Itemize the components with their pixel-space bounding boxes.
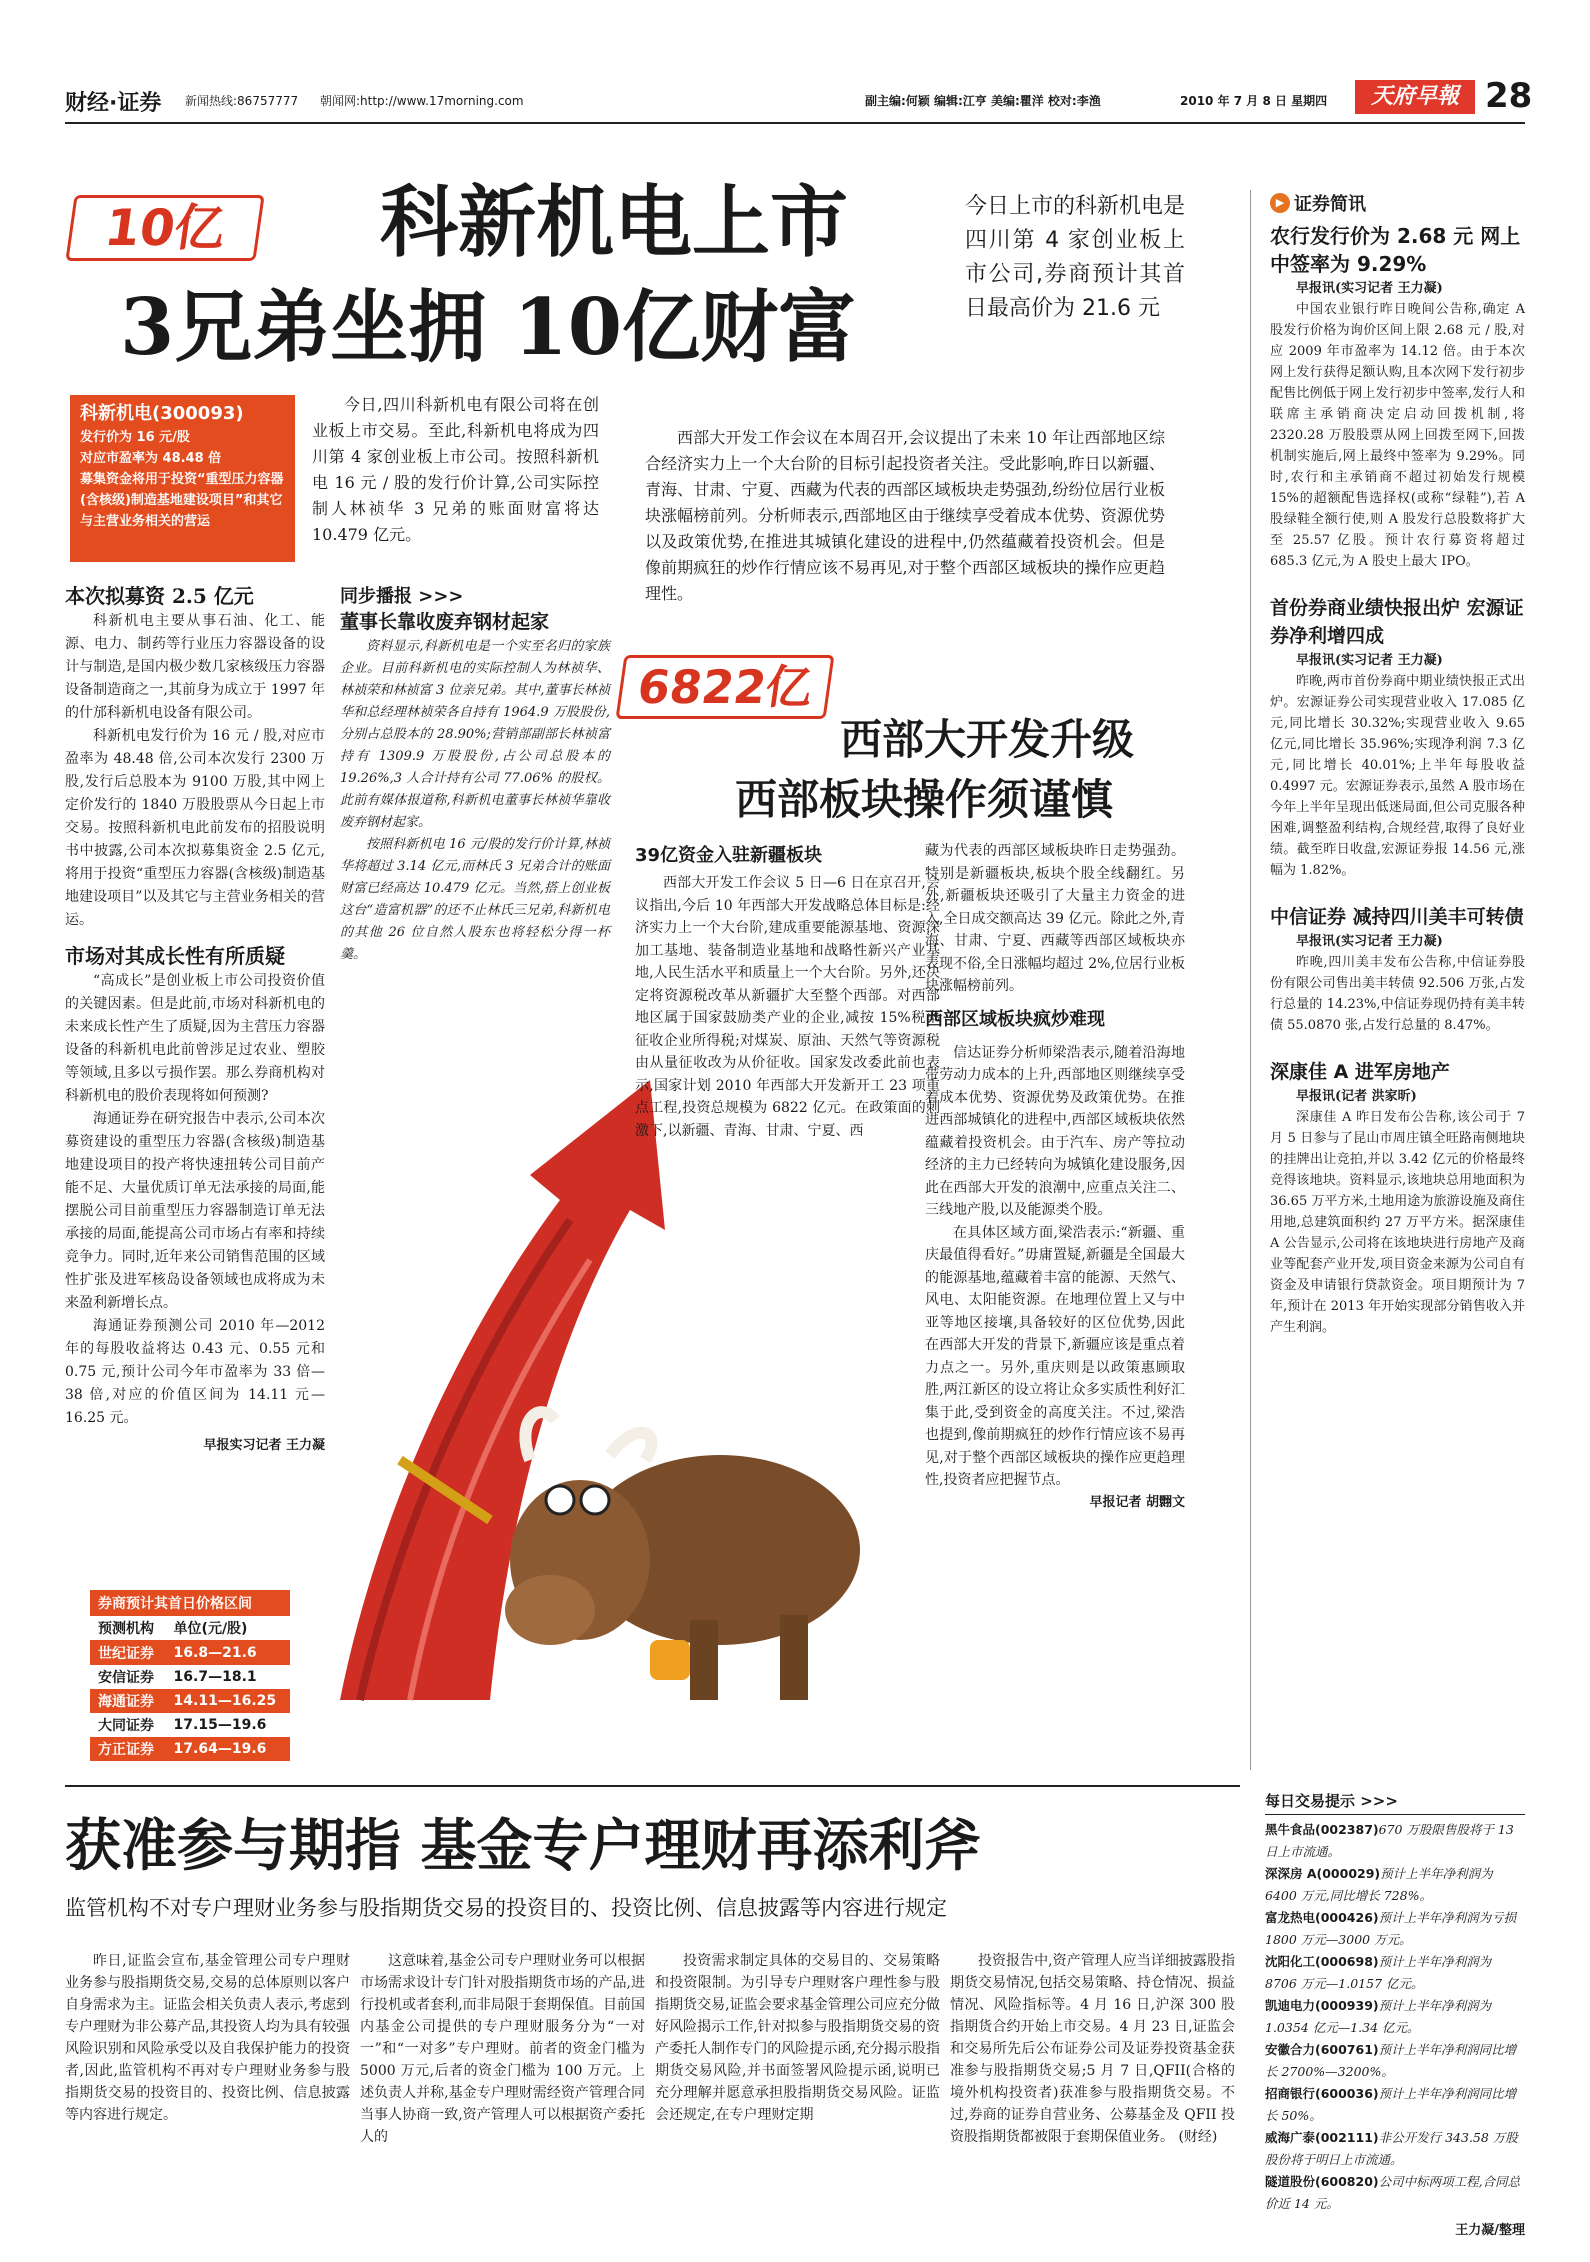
paragraph: 科新机电发行价为 16 元 / 股,对应市盈率为 48.48 倍,公司本次发行 2300 万股,发行后总股本为 9100 万股,其中网上定价发行的 1840 万股股票从今日起上市交易。按照科新机电此前发布的招股说明书中披露,公司本次拟募集资金 2.5 亿元,将用于投资“重型压力容器(含核级)制造基地建设项目”以及其它与主营业务相关的营运。 (65, 728, 325, 928)
sync-headline: 董事长靠收废弃钢材起家 (340, 611, 550, 633)
infobox-line: 对应市盈率为 48.48 倍 (80, 451, 222, 466)
cell: 16.8—21.6 (173, 1645, 257, 1661)
list-item (1265, 1995, 1525, 2039)
brief-item (1270, 903, 1525, 1036)
brief-body (1270, 1086, 1525, 1338)
paragraph: 海通证券预测公司 2010 年—2012 年的每股收益将达 0.43 元、0.55 元和 0.75 元,预计公司今年市盈率为 33 倍—38 倍,对应的价值区间为 14.11 元—16.25 元。 (65, 1318, 325, 1426)
table-row (90, 1665, 290, 1689)
paragraph: 信达证券分析师梁浩表示,随着沿海地带劳动力成本的上升,西部地区则继续享受着成本优势、资源优势及政策优势。在推进西部城镇化的进程中,西部区域板块依然蕴藏着投资机会。由于汽车、房产等拉动经济的主力已经转向为城镇化建设服务,因此在西部大开发的浪潮中,应重点关注二、三线地产股,以及能源类个股。 (925, 1044, 1185, 1218)
paragraph: 西部大开发工作会议 5 日—6 日在京召开,会议指出,今后 10 年西部大开发战略总体目标是:经济实力上一个大台阶,建成重要能源基地、资源深加工基地、装备制造业基地和战略性新兴产业基地,人民生活水平和质量上一个大台阶。另外,还决定将资源税改革从新疆扩大至整个西部。对西部地区属于国家鼓励类产业的企业,减按 15%税率征收企业所得税;对煤炭、原油、天然气等资源税由从量征收改为从价征收。国家发改委此前也表示,国家计划 2010 年西部大开发新开工 23 项重点工程,投资总规模为 6822 亿元。在政策面的刺激下,以新疆、青海、甘肃、宁夏、西 (635, 875, 940, 1139)
lead-sub2-body (65, 970, 325, 1430)
sync-label: 同步播报 >>> (340, 586, 464, 607)
hotline: 新闻热线:86757777 (185, 94, 299, 108)
cell: 海通证券 (98, 1694, 154, 1710)
table-row (90, 1689, 290, 1713)
infobox-title: 科新机电(300093) (80, 403, 244, 424)
brief-body (1270, 650, 1525, 881)
paragraph: 资料显示,科新机电是一个实至名归的家族企业。目前科新机电的实际控制人为林祯华、林祯荣和林祯富 3 位亲兄弟。其中,董事长林祯华和总经理林祯荣各自持有 1964.9 万股股份,分别占总股本的 28.90%;营销部副部长林祯富持有 1309.9 万股股份,占公司总股本的 19.26%,3 人合计持有公司 77.06% 的股权。此前有媒体报道称,科新机电董事长林祯华靠收废弃钢材起家。 (340, 639, 610, 830)
lead-headline-1: 科新机电上市 (380, 177, 849, 268)
brief-text: 昨晚,两市首份券商中期业绩快报正式出炉。宏源证券公司实现营业收入 17.085 亿元,同比增长 30.32%;实现营业收入 9.65 亿元,同比增长 35.96%;实现净利润 7.3 亿元,同比增长 40.01%;上半年每股收益 0.4997 元。宏源证券表示,虽然 A 股市场在今年上半年呈现出低迷局面,但公司克服各种困难,调整盈利结构,合规经营,取得了良好业绩。截至昨日收盘,宏源证券报 14.56 元,涨幅为 1.82%。 (1270, 674, 1525, 878)
west-col-1-body (635, 872, 940, 1142)
daily-title: 每日交易提示 >>> (1265, 1790, 1525, 1815)
table-header (90, 1616, 290, 1641)
lead-col-1 (65, 582, 325, 1453)
tip-text: 670 万股限售股将于 13 日上市流通。 (1265, 1822, 1514, 1859)
cell: 方正证券 (98, 1742, 154, 1758)
west-col-2 (925, 840, 1185, 1514)
brief-item (1270, 594, 1525, 881)
lead-byline: 早报实习记者 王力凝 (203, 1438, 325, 1453)
lead-sub-2: 市场对其成长性有所质疑 (65, 944, 285, 968)
paragraph: 在具体区域方面,梁浩表示:“新疆、重庆最值得看好。”毋庸置疑,新疆是全国最大的能源基地,蕴藏着丰富的能源、天然气、风电、太阳能资源。在地理位置上又与中亚等地区接壤,具备较好的区位优势,因此在西部大开发的背景下,新疆应该是重点着力点之一。另外,重庆则是以政策惠顾取胜,两江新区的设立将让众多实质性利好汇集于此,受到资金的高度关注。不过,梁浩也提到,像前期疯狂的炒作行情应该不易再见,对于整个西部区域板块的操作应更趋理性,投资者应把握节点。 (925, 1224, 1185, 1488)
lead-intro (312, 392, 599, 548)
bottom-deck: 监管机构不对专户理财业务参与股指期货交易的投资目的、投资比例、信息披露等内容进行规定 (65, 1896, 947, 1920)
west-sub-1: 39亿资金入驻新疆板块 (635, 845, 823, 866)
infobox-line: 发行价为 16 元/股 (80, 430, 190, 445)
west-col-1 (635, 842, 940, 870)
lead-sub1-body (65, 610, 325, 932)
paragraph: “高成长”是创业板上市公司投资价值的关键因素。但是此前,市场对科新机电的未来成长性产生了质疑,因为主营压力容器设备的科新机电此前曾涉足过农业、塑胶等领域,且多以亏损作罢。那么券商机构对科新机电的股价表现将如何预测? (65, 973, 325, 1104)
paper-logo: 天府早報 (1355, 80, 1475, 114)
paragraph: 海通证券在研究报告中表示,公司本次募资建设的重型压力容器(含核级)制造基地建设项目的投产将快速扭转公司目前产能不足、大量优质订单无法承接的局面,能摆脱公司目前重型压力容器制造订单无法承接的局面,能提高公司市场占有率和持续竞争力。同时,近年来公司销售范围的区域性扩张及进军核岛设备领域也成将成为未来盈利新增长点。 (65, 1111, 325, 1311)
play-icon: ▶ (1270, 193, 1290, 213)
brief-headline: 中信证券 减持四川美丰可转债 (1270, 906, 1524, 928)
infobox-line: 募集资金将用于投资“重型压力容器(含核级)制造基地建设项目”和其它与主营业务相关的营运 (80, 472, 284, 529)
list-item (1265, 1907, 1525, 1951)
editors: 副主编:何颖 编辑:江亨 美编:瞿洋 校对:李渔 (865, 94, 1101, 108)
tip-text: 预计上半年净利润同比增长 50%。 (1265, 2086, 1517, 2123)
west-headline-2: 西部板块操作须谨慎 (735, 775, 1114, 824)
brief-byline: 早报讯(实习记者 王力凝) (1296, 653, 1443, 668)
cell: 14.11—16.25 (173, 1693, 277, 1709)
brief-body (1270, 278, 1525, 572)
paragraph: 投资报告中,资产管理人应当详细披露股指期货交易情况,包括交易策略、持仓情况、损益情况、风险指标等。4 月 16 日,沪深 300 股指期货合约开始上市交易。4 月 23 日,证监会和交易所先后公布证券公司及证券投资基金获准参与股指期货交易;5 月 7 日,QFII(合格的境外机构投资者)获准参与股指期货交易。不过,券商的证券自营业务、公募基金及 QFII 投资股指期货都被限于套期保值业务。 (财经) (950, 1953, 1235, 2145)
bottom-rule (65, 1785, 1240, 1787)
brief-headline: 深康佳 A 进军房地产 (1270, 1061, 1450, 1083)
list-item (1265, 2039, 1525, 2083)
table-row (90, 1737, 290, 1761)
list-item (1265, 2083, 1525, 2127)
west-byline: 早报记者 胡翾文 (1089, 1494, 1185, 1510)
bottom-col-1 (65, 1950, 350, 2126)
cell: 世纪证券 (98, 1646, 154, 1662)
page-number: 28 (1485, 76, 1533, 116)
tip-text: 非公开发行 343.58 万股股份将于明日上市流通。 (1265, 2130, 1518, 2167)
column-divider (1250, 190, 1251, 1770)
paragraph: 科新机电主要从事石油、化工、能源、电力、制药等行业压力容器设备的设计与制造,是国内极少数几家核级压力容器设备制造商之一,其前身为成立于 1997 年的什邡科新机电设备有限公司。 (65, 613, 325, 721)
briefs-column (1270, 190, 1525, 1338)
paragraph: 投资需求制定具体的交易目的、交易策略和投资限制。为引导专户理财客户理性参与股指期货交易,证监会要求基金管理公司应充分做好风险揭示工作,针对拟参与股指期货交易的资产委托人制作专门的风险提示函,充分揭示股指期货交易风险,并书面签署风险提示函,说明已充分理解并愿意承担股指期货交易风险。证监会还规定,在专户理财定期 (655, 1953, 940, 2123)
pred-title: 券商预计其首日价格区间 (90, 1590, 290, 1616)
tip-text: 预计上半年净利润为 8706 万元—1.0157 亿元。 (1265, 1954, 1492, 1991)
page-header (65, 76, 1533, 120)
west-sub-2: 西部区域板块疯炒难现 (925, 1008, 1105, 1030)
brief-text: 昨晚,四川美丰发布公告称,中信证券股份有限公司售出美丰转债 92.506 万张,占发行总量的 14.23%,中信证券现仍持有美丰转债 55.0870 张,占发行总量的 8.47%。 (1270, 955, 1525, 1033)
lead-tag: 10亿 (65, 195, 264, 261)
stock-name: 隧道股份(600820) (1265, 2174, 1379, 2189)
issue-date: 2010 年 7 月 8 日 星期四 (1180, 94, 1328, 108)
stock-name: 沈阳化工(000698) (1265, 1954, 1379, 1969)
tip-text: 预计上半年净利润为 1.0354 亿元—1.34 亿元。 (1265, 1998, 1492, 2035)
list-item (1265, 2127, 1525, 2171)
lead-deck: 今日上市的科新机电是四川第 4 家创业板上市公司,券商预计其首日最高价为 21.6 元 (965, 194, 1186, 321)
tip-text: 预计上半年净利润同比增长 2700%—3200%。 (1265, 2042, 1517, 2079)
daily-list (1265, 1819, 1525, 2215)
bottom-col-4 (950, 1950, 1235, 2148)
stock-name: 威海广泰(002111) (1265, 2130, 1379, 2145)
paragraph: 昨日,证监会宣布,基金管理公司专户理财业务参与股指期货交易,交易的总体原则以客户自身需求为主。证监会相关负责人表示,考虑到专户理财为非公募产品,其投资人均为具有较强风险识别和风险承受以及自我保护能力的投资者,因此,监管机构不再对专户理财业务参与股指期货交易的投资目的、投资比例、信息披露等内容进行规定。 (65, 1953, 350, 2123)
pred-grid (90, 1616, 290, 1761)
website: 朝闻网:http://www.17morning.com (320, 94, 524, 108)
tip-text: 预计上半年净利润为 6400 万元,同比增长 728%。 (1265, 1866, 1493, 1903)
brief-item (1270, 1058, 1525, 1338)
stock-name: 招商银行(600036) (1265, 2086, 1379, 2101)
header-rule (65, 122, 1525, 124)
daily-tips (1265, 1790, 1525, 2238)
bottom-col-2 (360, 1950, 645, 2148)
west-headline-1: 西部大开发升级 (840, 715, 1135, 764)
bottom-headline: 获准参与期指 基金专户理财再添利斧 (65, 1813, 981, 1879)
west-tag: 6822亿 (616, 655, 835, 719)
column-header: 单位(元/股) (173, 1621, 248, 1637)
table-row (90, 1713, 290, 1737)
cell: 16.7—18.1 (173, 1669, 257, 1685)
brief-byline: 早报讯(实习记者 王力凝) (1296, 281, 1443, 296)
brief-byline: 早报讯(实习记者 王力凝) (1296, 934, 1443, 949)
tip-text: 公司中标两项工程,合同总价近 14 元。 (1265, 2174, 1521, 2211)
list-item (1265, 1863, 1525, 1907)
bottom-col-3 (655, 1950, 940, 2126)
cell: 17.64—19.6 (173, 1741, 267, 1757)
cell: 安信证券 (98, 1670, 154, 1686)
list-item (1265, 2171, 1525, 2215)
stock-name: 深深房 A(000029) (1265, 1866, 1381, 1881)
brief-item (1270, 222, 1525, 572)
list-item (1265, 1819, 1525, 1863)
stock-infobox (70, 395, 295, 562)
paragraph: 藏为代表的西部区域板块昨日走势强劲。特别是新疆板块,板块个股全线翻红。另外,新疆板块还吸引了大量主力资金的进入,全日成交额高达 39 亿元。除此之外,青海、甘肃、宁夏、西藏等西部区域板块亦表现不俗,全日涨幅均超过 2%,位居行业板块涨幅榜前列。 (925, 843, 1185, 994)
list-item (1265, 1951, 1525, 1995)
west-intro-text: 西部大开发工作会议在本周召开,会议提出了未来 10 年让西部地区综合经济实力上一个大台阶的目标引起投资者关注。受此影响,昨日以新疆、青海、甘肃、宁夏、西藏为代表的西部区域板块走势强劲,纷纷位居行业板块涨幅榜前列。分析师表示,西部地区由于继续享受着成本优势、资源优势以及政策优势,在推进其城镇化建设的进程中,仍然蕴藏着投资机会。但是像前期疯狂的炒作行情应该不易再见,对于整个西部区域板块的操作应更趋理性。 (645, 428, 1165, 603)
briefs-header (1270, 190, 1525, 216)
brief-headline: 首份券商业绩快报出炉 宏源证券净利增四成 (1270, 597, 1524, 647)
paragraph: 按照科新机电 16 元/股的发行价计算,林祯华将超过 3.14 亿元,而林氏 3 兄弟合计的账面财富已经高达 10.479 亿元。当然,搭上创业板这台“造富机器”的还不止林氏三兄弟,科新机电的其他 26 位自然人股东也将轻松分得一杯羹。 (340, 837, 610, 962)
brief-text: 深康佳 A 昨日发布公告称,该公司于 7 月 5 日参与了昆山市周庄镇全旺路南侧地块的挂牌出让竞拍,并以 3.42 亿元的价格最终竞得该地块。资料显示,该地块总用地面积为 36.65 万平方米,土地用途为旅游设施及商住用地,总建筑面积约 27 万平方米。据深康佳 A 公告显示,公司将在该地块进行房地产及商业等配套产业开发,项目资金来源为公司自有资金及申请银行贷款资金。项目期预计为 7 年,预计在 2013 年开始实现部分销售收入并产生利润。 (1270, 1110, 1525, 1335)
cell: 17.15—19.6 (173, 1717, 267, 1733)
lead-headline-2: 3兄弟坐拥 10亿财富 (120, 282, 856, 373)
table-row (90, 1641, 290, 1666)
stock-name: 凯迪电力(000939) (1265, 1998, 1379, 2013)
brief-byline: 早报讯(记者 洪家昕) (1296, 1089, 1417, 1104)
brief-text: 中国农业银行昨日晚间公告称,确定 A 股发行价格为询价区间上限 2.68 元 / 股,对应 2009 年市盈率为 14.12 倍。由于本次网上发行获得足额认购,且本次网下发行初步配售比例低于网上发行初步中签率,发行人和联席主承销商决定启动回拨机制,将 2320.28 万股股票从网上回拨至网下,回拨机制实施后,网上最终中签率为 9.29%。同时,农行和主承销商不超过初始发行规模 15%的超额配售选择权(或称“绿鞋”),若 A 股绿鞋全额行使,则 A 股发行总股数将扩大至 25.57 亿股。预计农行募资将超过 685.3 亿元,为 A 股史上最大 IPO。 (1270, 302, 1525, 569)
brief-body (1270, 931, 1525, 1036)
price-prediction-table (90, 1590, 290, 1761)
west-intro (645, 425, 1165, 607)
section-name: 财经·证券 (65, 91, 162, 116)
lead-sub-1: 本次拟募资 2.5 亿元 (65, 584, 254, 608)
paragraph: 这意味着,基金公司专户理财业务可以根据市场需求设计专门针对股指期货市场的产品,进行投机或者套利,而非局限于套期保值。目前国内基金公司提供的专户理财服务分为“一对一”和“一对多”专户理财。前者的资金门槛为 5000 万元,后者的资金门槛为 100 万元。上述负责人并称,基金专户理财需经资产管理合同当事人协商一致,资产管理人可以根据资产委托人的 (360, 1953, 645, 2145)
lead-intro-text: 今日,四川科新机电有限公司将在创业板上市交易。至此,科新机电将成为四川第 4 家创业板上市公司。按照科新机电 16 元 / 股的发行价计算,公司实际控制人林祯华 3 兄弟的账面财富将达 10.479 亿元。 (312, 395, 599, 544)
brief-headline: 农行发行价为 2.68 元 网上中签率为 9.29% (1270, 224, 1521, 276)
stock-name: 安徽合力(600761) (1265, 2042, 1379, 2057)
column-header: 预测机构 (98, 1621, 154, 1637)
stock-name: 黑牛食品(002387) (1265, 1822, 1379, 1837)
stock-name: 富龙热电(000426) (1265, 1910, 1379, 1925)
daily-byline: 王力凝/整理 (1455, 2223, 1525, 2238)
briefs-title: 证券简讯 (1294, 194, 1366, 215)
tip-text: 预计上半年净利润为亏损 1800 万元—3000 万元。 (1265, 1910, 1517, 1947)
cell: 大同证券 (98, 1718, 154, 1734)
